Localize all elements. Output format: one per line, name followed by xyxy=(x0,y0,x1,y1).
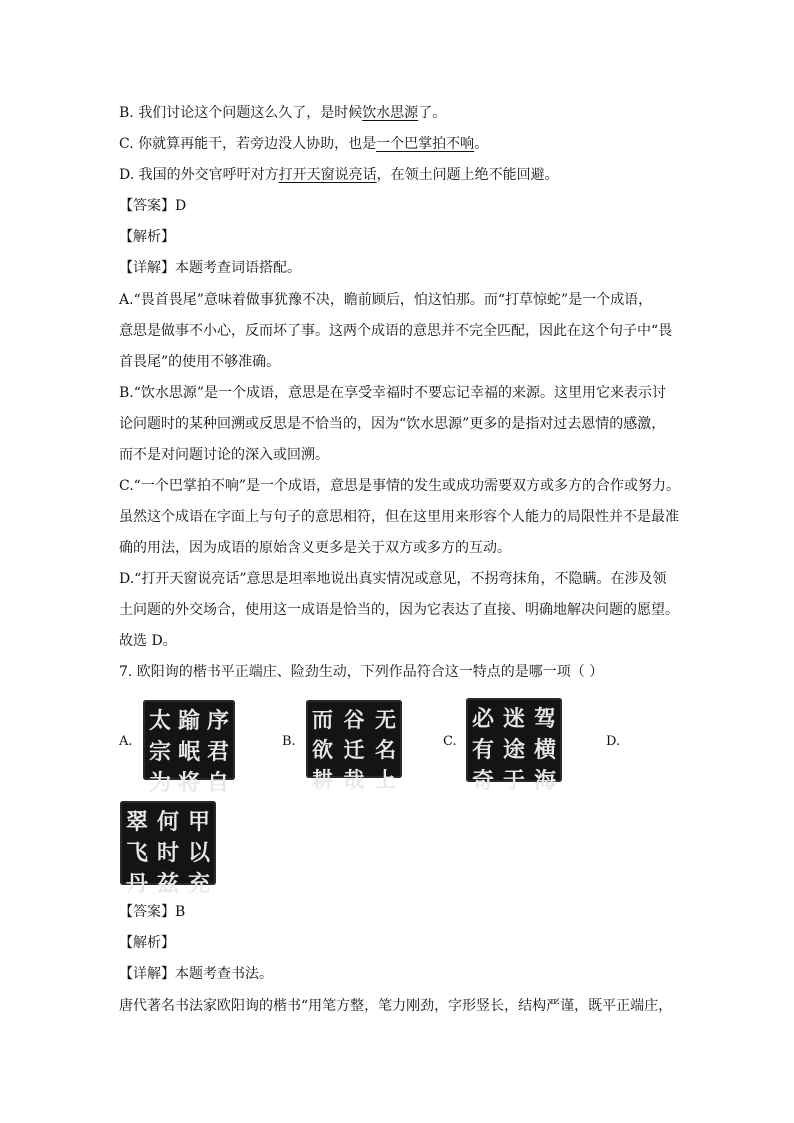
question-7: 7. 欧阳询的楷书平正端庄、险劲生动，下列作品符合这一特点的是哪一项（ ） xyxy=(119,664,604,680)
calligraphy-character: 名 xyxy=(375,737,396,762)
explain-line: 土问题的外交场合，使用这一成语是恰当的，因为它表达了直接、明确地解决问题的愿望。 xyxy=(119,602,679,618)
explain-line: 确的用法，因为成语的原始含义更多是关于双方或多方的互动。 xyxy=(119,540,511,556)
calligraphy-character: 飞 xyxy=(126,840,149,866)
calligraphy-character: 翠 xyxy=(126,809,149,835)
calligraphy-character: 耕 xyxy=(312,767,333,792)
image-a-column xyxy=(149,704,172,796)
calligraphy-character: 奇 xyxy=(472,768,495,794)
calligraphy-character: 以 xyxy=(187,840,210,866)
calligraphy-character: 丹 xyxy=(126,871,149,897)
choice-b-label[interactable]: B. xyxy=(282,734,296,749)
choice-d-label[interactable]: D. xyxy=(606,734,621,749)
calligraphy-character: 将 xyxy=(177,770,200,796)
calligraphy-character: 君 xyxy=(206,739,229,765)
calligraphy-character: 太 xyxy=(149,708,172,734)
image-c-column xyxy=(472,702,495,794)
calligraphy-character: 哉 xyxy=(343,767,365,792)
explain-line: 虽然这个成语在字面上与句子的意思相符，但在这里用来形容个人能力的局限性并不是最准 xyxy=(119,509,679,525)
calligraphy-character: 何 xyxy=(156,809,179,835)
image-a-column xyxy=(177,704,200,796)
calligraphy-character: 序 xyxy=(206,708,229,734)
explain-line: 故选 D。 xyxy=(119,633,177,649)
calligraphy-character: 于 xyxy=(502,768,525,794)
image-d-column xyxy=(126,805,149,897)
option-d-suffix: ，在领土问题上绝不能回避。 xyxy=(376,167,559,183)
explain-line: 首畏尾”的使用不够准确。 xyxy=(119,354,281,370)
explain-line: 而不是对问题讨论的深入或回溯。 xyxy=(119,447,329,463)
explain-line: C.“一个巴掌拍不响”是一个成语，意思是事情的发生或成功需要双方或多方的合作或努力。 xyxy=(119,478,680,494)
option-b-idiom: 饮水思源 xyxy=(362,105,419,121)
last-line: 唐代著名书法家欧阳询的楷书“用笔方整，笔力刚劲，字形竖长，结构严谨，既平正端庄， xyxy=(119,998,673,1014)
calligraphy-character: 迁 xyxy=(343,737,365,762)
calligraphy-character: 时 xyxy=(156,840,179,866)
calligraphy-character: 踰 xyxy=(177,708,200,734)
calligraphy-character: 岷 xyxy=(177,739,200,765)
option-b-suffix: 了。 xyxy=(418,105,447,121)
image-c-column xyxy=(533,702,556,794)
calligraphy-character: 而 xyxy=(312,707,333,732)
calligraphy-character: 驾 xyxy=(533,706,556,732)
explain-line: 论问题时的某种回溯或反思是不恰当的，因为“饮水思源”更多的是指对过去恩情的感激， xyxy=(119,416,666,432)
explain-line: D.“打开天窗说亮话”意思是坦率地说出真实情况或意见，不拐弯抹角，不隐瞒。在涉及领 xyxy=(119,571,667,587)
calligraphy-image-b[interactable] xyxy=(306,700,402,792)
image-d-column xyxy=(187,805,210,897)
answer-label-2: 【答案】B xyxy=(119,904,186,920)
explain-line: B.“饮水思源”是一个成语，意思是在享受幸福时不要忘记幸福的来源。这里用它来表示讨 xyxy=(119,385,667,401)
option-c-idiom: 一个巴掌拍不响 xyxy=(376,136,475,152)
analysis-label-2: 【解析】 xyxy=(119,935,175,951)
calligraphy-character: 无 xyxy=(375,707,396,732)
calligraphy-character: 海 xyxy=(533,768,556,794)
calligraphy-character: 途 xyxy=(502,737,525,763)
option-b-line xyxy=(119,103,446,123)
calligraphy-character: 上 xyxy=(375,767,396,792)
calligraphy-image-c[interactable] xyxy=(466,698,562,794)
choice-c-label[interactable]: C. xyxy=(443,734,457,749)
image-b-column xyxy=(343,704,365,792)
option-d-idiom: 打开天窗说亮话 xyxy=(278,167,377,183)
choice-a-label[interactable]: A. xyxy=(119,734,133,749)
option-d-line xyxy=(119,165,559,185)
calligraphy-character: 横 xyxy=(533,737,556,763)
image-b-column xyxy=(312,704,333,792)
calligraphy-character: 宗 xyxy=(149,739,172,765)
calligraphy-character: 为 xyxy=(149,770,172,796)
calligraphy-character: 兹 xyxy=(156,871,179,897)
explain-line: 意思是做事不小心，反而坏了事。这两个成语的意思并不完全匹配，因此在这个句子中“畏 xyxy=(119,323,673,339)
image-a-column xyxy=(206,704,229,796)
option-c-suffix: 。 xyxy=(474,136,489,152)
calligraphy-character: 迷 xyxy=(502,706,525,732)
calligraphy-character: 欲 xyxy=(312,737,333,762)
calligraphy-image-d[interactable] xyxy=(120,801,216,897)
image-b-column xyxy=(375,704,396,792)
calligraphy-character: 自 xyxy=(206,770,229,796)
option-c-prefix: C. 你就算再能干，若旁边没人协助，也是 xyxy=(119,136,377,152)
image-d-column xyxy=(156,805,179,897)
option-d-prefix: D. 我国的外交官呼吁对方 xyxy=(119,167,279,183)
calligraphy-character: 甲 xyxy=(187,809,210,835)
option-c-line xyxy=(119,134,488,154)
calligraphy-character: 谷 xyxy=(343,707,365,732)
calligraphy-character: 必 xyxy=(472,706,495,732)
calligraphy-character: 充 xyxy=(187,871,210,897)
image-c-column xyxy=(502,702,525,794)
calligraphy-character: 有 xyxy=(472,737,495,763)
detail-label-2: 【详解】本题考查书法。 xyxy=(119,966,273,982)
explain-line: A.“畏首畏尾”意味着做事犹豫不决，瞻前顾后，怕这怕那。而“打草惊蛇”是一个成语， xyxy=(119,292,653,308)
detail-label-1: 【详解】本题考查词语搭配。 xyxy=(119,260,301,276)
analysis-label-1: 【解析】 xyxy=(119,229,175,245)
answer-label-1: 【答案】D xyxy=(119,198,187,214)
option-b-prefix: B. 我们讨论这个问题这么久了，是时候 xyxy=(119,105,363,121)
calligraphy-image-a[interactable] xyxy=(143,700,235,796)
